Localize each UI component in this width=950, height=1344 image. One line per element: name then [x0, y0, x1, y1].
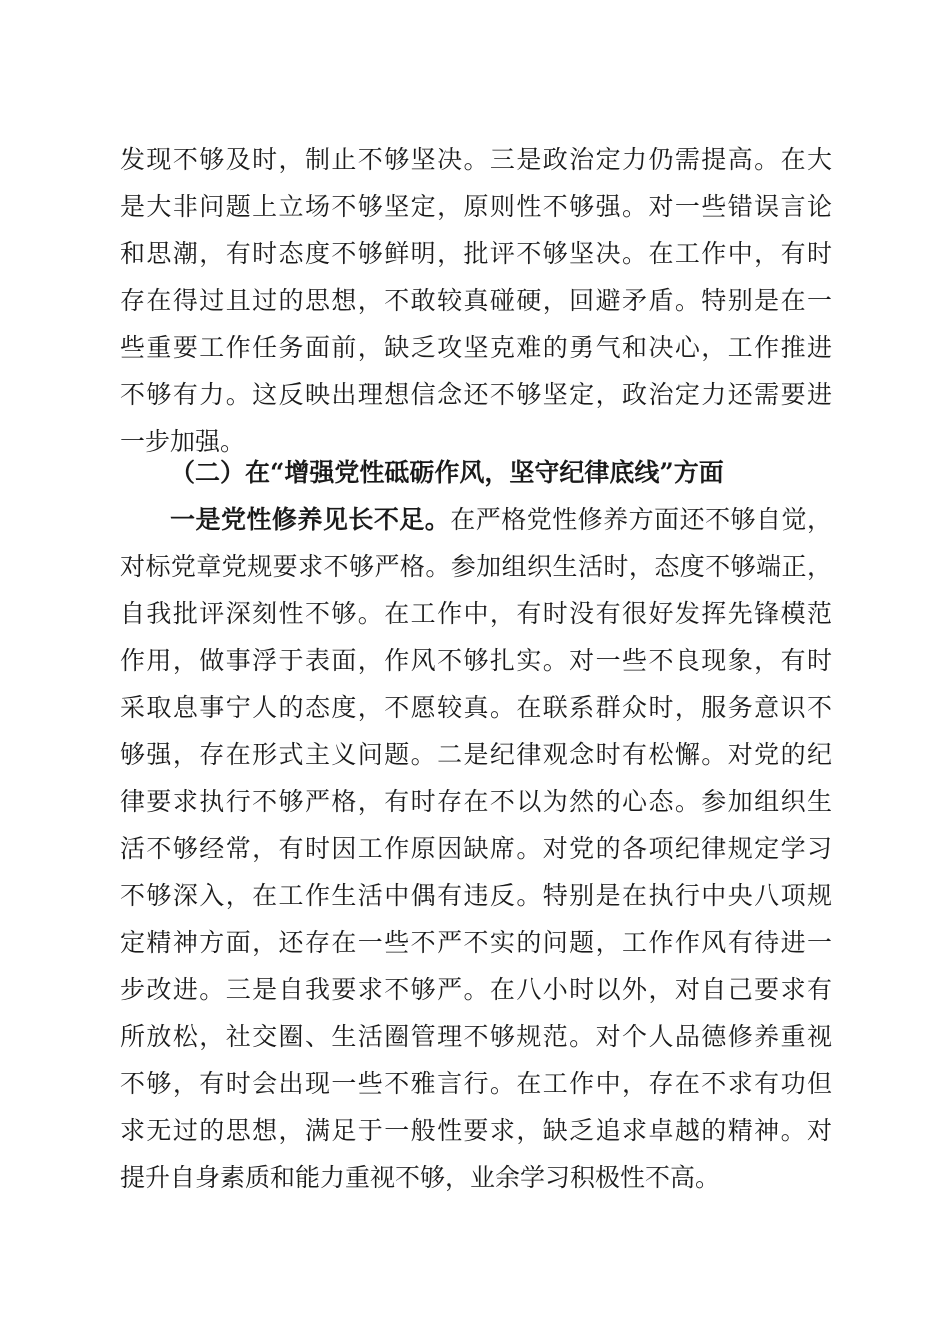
- text-line: 些重要工作任务面前，缺乏攻坚克难的勇气和决心，工作推进: [120, 333, 832, 362]
- text-line: 不够深入，在工作生活中偶有违反。特别是在执行中央八项规: [120, 881, 832, 910]
- text-line: 提升自身素质和能力重视不够，业余学习积极性不高。: [120, 1163, 721, 1192]
- text-line: 是大非问题上立场不够坚定，原则性不够强。对一些错误言论: [120, 192, 832, 221]
- section-heading: （二）在“增强党性砥砺作风，坚守纪律底线”方面: [170, 458, 724, 487]
- text-line: 采取息事宁人的态度，不愿较真。在联系群众时，服务意识不: [120, 693, 832, 722]
- section-heading-block: [120, 449, 832, 496]
- text-line-first: [120, 496, 832, 543]
- text-line: 所放松，社交圈、生活圈管理不够规范。对个人品德修养重视: [120, 1022, 832, 1051]
- text-line: 发现不够及时，制止不够坚决。三是政治定力仍需提高。在大: [120, 145, 832, 174]
- text-line: 够强，存在形式主义问题。二是纪律观念时有松懈。对党的纪: [120, 740, 832, 769]
- lead-bold-phrase: 一是党性修养见长不足。: [170, 505, 451, 534]
- text-line: 活不够经常，有时因工作原因缺席。对党的各项纪律规定学习: [120, 834, 832, 863]
- text-line: 不够有力。这反映出理想信念还不够坚定，政治定力还需要进: [120, 380, 832, 409]
- text-line: 不够，有时会出现一些不雅言行。在工作中，存在不求有功但: [120, 1069, 832, 1098]
- text-line: 和思潮，有时态度不够鲜明，批评不够坚决。在工作中，有时: [120, 239, 832, 268]
- text-line: 律要求执行不够严格，有时存在不以为然的心态。参加组织生: [120, 787, 832, 816]
- text-line: 步改进。三是自我要求不够严。在八小时以外，对自己要求有: [120, 975, 832, 1004]
- text-line: 求无过的思想，满足于一般性要求，缺乏追求卓越的精神。对: [120, 1116, 832, 1145]
- paragraph-political-stance: [120, 136, 832, 465]
- text-line: 存在得过且过的思想，不敢较真碰硬，回避矛盾。特别是在一: [120, 286, 832, 315]
- text-line: 定精神方面，还存在一些不严不实的问题，工作作风有待进一: [120, 928, 832, 957]
- text-line: 自我批评深刻性不够。在工作中，有时没有很好发挥先锋模范: [120, 599, 832, 628]
- paragraph-party-discipline: [120, 496, 832, 1201]
- first-line-rest: 在严格党性修养方面还不够自觉，: [450, 505, 832, 534]
- text-line: 作用，做事浮于表面，作风不够扎实。对一些不良现象，有时: [120, 646, 832, 675]
- text-line: 一步加强。: [120, 427, 246, 456]
- text-line: 对标党章党规要求不够严格。参加组织生活时，态度不够端正，: [120, 552, 832, 581]
